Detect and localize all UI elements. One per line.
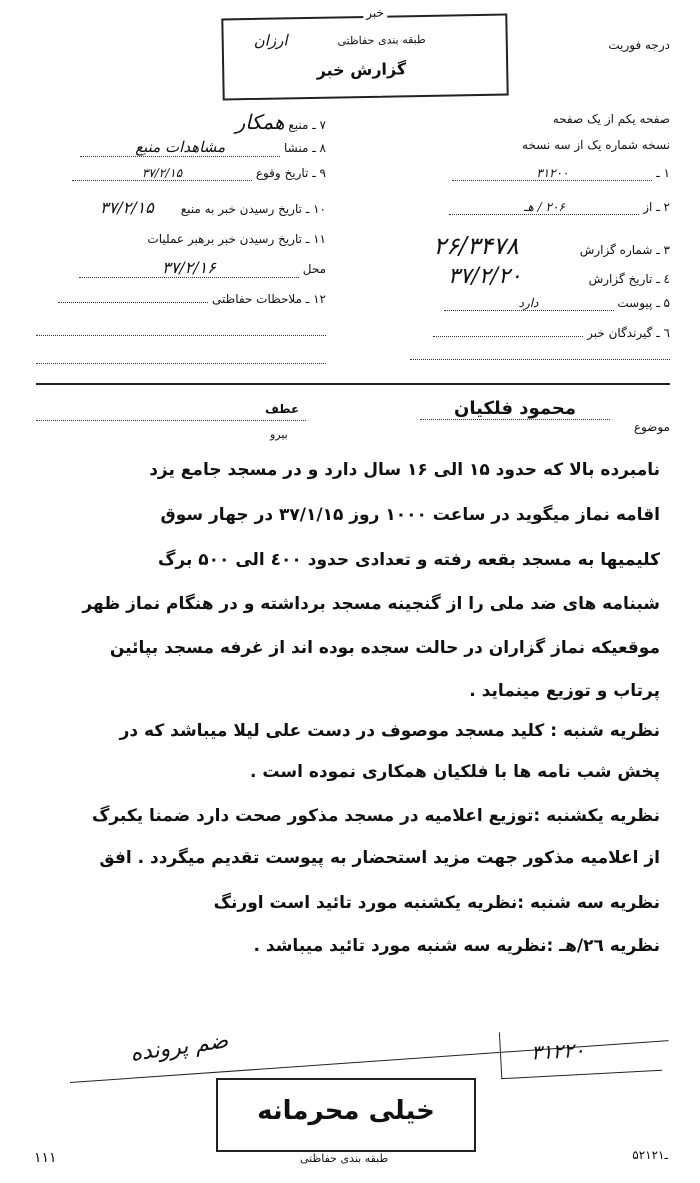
number-stamp: [499, 1024, 662, 1079]
form-number: ۵۲ـ۱۲۱: [632, 1148, 668, 1162]
field-1: [410, 166, 670, 181]
stamp-line2: گزارش خبر: [316, 59, 407, 80]
stamp-handwritten: ارزان: [253, 31, 288, 50]
subject-label: موضوع: [633, 420, 670, 434]
page-number: ۱۱۱: [34, 1150, 57, 1166]
priority-label: درجه فوریت: [608, 38, 670, 52]
field-3: [340, 232, 670, 260]
bottom-stamp: [216, 1078, 476, 1152]
body-line: اقامه نماز میگوید در ساعت ۱۰۰۰ روز ۳۷/۱/۱۵ در جهار سوق: [160, 505, 660, 525]
body-line: نظریه سه شنبه :نظریه یکشنبه مورد تائید است اورنگ: [213, 893, 660, 913]
bottom-stamp-text: خیلی محرمانه: [257, 1096, 435, 1126]
field-value: ۲۰۶ / هـ: [449, 200, 639, 215]
field-7: [36, 110, 326, 134]
blank-line: [36, 362, 326, 364]
subject-value: محمود فلکیان: [420, 398, 610, 420]
atf-divider: [36, 420, 306, 421]
copy-line: نسخه شماره یک از سه نسخه: [522, 138, 670, 152]
field-value: [433, 336, 583, 337]
field-value: مشاهدات منبع: [80, 138, 280, 157]
field-4: [340, 264, 670, 289]
field-value: ۲۶/۳۴۷۸: [433, 232, 519, 260]
body-line: نظریه شنبه : کلید مسجد موصوف در دست علی لیلا میباشد که در: [119, 721, 660, 741]
field-label: ٤ ـ تاریخ گزارش: [588, 272, 670, 286]
field-value: ۳۷/۲/۲۰: [447, 264, 522, 289]
field-label: ۸ ـ منشا: [283, 141, 326, 155]
field-11-place: [36, 258, 326, 278]
body-line: از اعلامیه مذکور جهت مزید استحضار به پیوست تقدیم میگردد . افق: [99, 848, 660, 868]
field-value: ۳۷/۲/۱۵: [100, 198, 154, 217]
field-value: دارد: [444, 296, 614, 311]
field-10: [36, 198, 326, 217]
field-value: ۳۷/۲/۱۶: [79, 258, 299, 278]
field-label: ۵ ـ پیوست: [617, 296, 670, 310]
field-label: ۳ ـ شماره گزارش: [579, 243, 670, 257]
body-line: شبنامه های ضد ملی را از گنجینه مسجد برداشته و در هنگام نماز ظهر: [82, 594, 660, 614]
field-label: ۷ ـ منبع: [288, 118, 326, 132]
field-label: ۱۲ ـ ملاحظات حفاظتی: [212, 292, 326, 306]
handwritten-note: ضم پرونده: [128, 1028, 230, 1067]
body-line: کلیمیها به مسجد بقعه رفته و تعدادی حدود ٤۰۰ الی ۵۰۰ برگ: [157, 550, 660, 570]
stamp-top-mark: خبر: [363, 6, 387, 20]
handwritten-number: ۳۱۲۲۰: [530, 1037, 586, 1065]
field-label: ۱ ـ: [656, 166, 670, 180]
field-9: [36, 166, 326, 181]
birun-label: بیرو: [270, 428, 288, 441]
body-line: پخش شب نامه ها با فلکیان همکاری نموده است .: [250, 762, 660, 782]
bottom-classification: طبقه بندی حفاظتی: [300, 1152, 389, 1165]
field-11: [36, 232, 326, 246]
page-line: صفحه یکم از یک صفحه: [552, 112, 670, 126]
field-6: [410, 326, 670, 340]
field-value: [58, 302, 208, 303]
field-label: ۱۱ ـ تاریخ رسیدن خبر برهبر عملیات: [147, 232, 326, 246]
body-line: نظریه ۲٦/هـ :نظریه سه شنبه مورد تائید میباشد .: [253, 936, 660, 956]
field-12: [36, 292, 326, 306]
field-label: محل: [302, 262, 326, 276]
stamp-line1: طبقه بندی حفاظتی: [337, 32, 426, 48]
field-value: ۳۷/۲/۱۵: [72, 166, 252, 181]
field-value: همکار: [235, 110, 285, 134]
body-line: پرتاب و توزیع مینماید .: [469, 681, 660, 701]
header-divider: [36, 383, 670, 385]
field-8: [36, 138, 326, 157]
field-label: ۱۰ ـ تاریخ رسیدن خبر به منبع: [180, 202, 326, 216]
field-2: [410, 200, 670, 215]
body-line: نظریه یکشنبه :توزیع اعلامیه در مسجد مذکور صحت دارد ضمنا یکبرگ: [91, 806, 660, 826]
field-5: [410, 296, 670, 311]
atf-label: عطف: [265, 402, 300, 416]
classification-stamp: [221, 5, 508, 101]
field-label: ۲ ـ از: [643, 200, 670, 214]
body-line: نامبرده بالا که حدود ۱۵ الی ۱۶ سال دارد و در مسجد جامع یزد: [149, 460, 660, 480]
body-line: موقعیکه نماز گزاران در حالت سجده بوده اند از غرفه مسجد بپائین: [109, 638, 660, 658]
blank-line: [36, 334, 326, 336]
field-label: ٦ ـ گیرندگان خبر: [587, 326, 670, 340]
field-value: ۳۱۲۰۰: [452, 166, 652, 181]
field-label: ۹ ـ تاریخ وقوع: [255, 166, 326, 180]
blank-line: [410, 358, 670, 360]
